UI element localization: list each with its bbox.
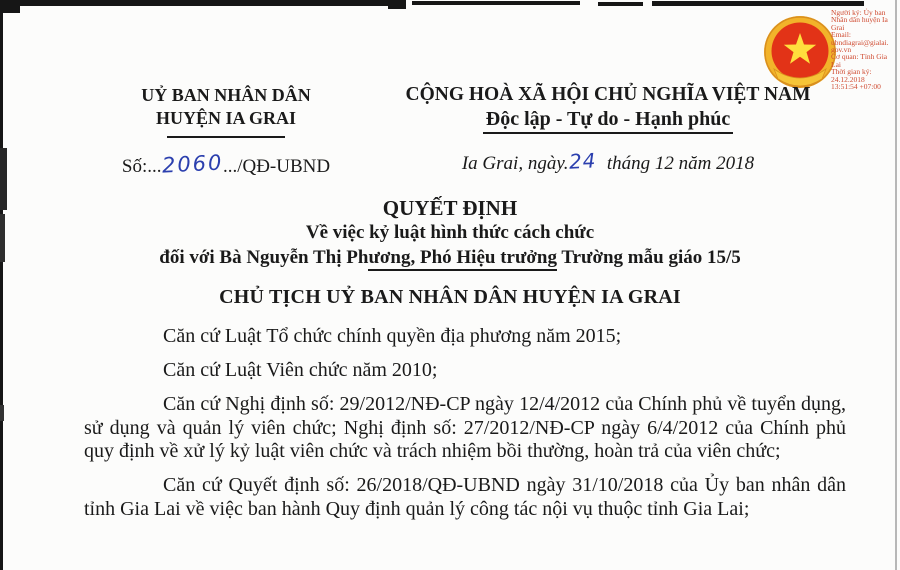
scan-artifact — [0, 0, 3, 570]
issuing-authority-heading: CHỦ TỊCH UỶ BAN NHÂN DÂN HUYỆN IA GRAI — [219, 286, 681, 308]
body-paragraph: Căn cứ Luật Viên chức năm 2010; — [163, 359, 438, 381]
place-date-suffix: tháng 12 năm 2018 — [606, 153, 755, 174]
scan-artifact — [388, 0, 406, 9]
body-paragraph: Căn cứ Quyết định số: 26/2018/QĐ-UBND ngày 31/10/2018 của Ủy ban nhân dân tỉnh Gia Lai về việc ban hành Quy định quản lý công tác nội vụ thuộc tỉnh Gia Lai; — [84, 474, 846, 520]
handwritten-day: 24 — [568, 148, 598, 174]
document-number-suffix: /QĐ-UBND — [237, 156, 331, 177]
document-subject-line1: Về việc kỷ luật hình thức cách chức — [305, 222, 595, 243]
signature-stamp-line: Nhân dân huyện Ia — [831, 15, 888, 25]
signature-stamp-line: 13:51:54 +07:00 — [831, 82, 881, 92]
signature-stamp-line: ubndiagrai@gialai. — [831, 37, 889, 47]
signature-stamp-line: Grai — [831, 22, 845, 32]
subject-line2-pre: đối với Bà Nguyễn Thị Ph — [159, 247, 369, 268]
scan-artifact — [598, 2, 643, 6]
document-type-title: QUYẾT ĐỊNH — [382, 196, 518, 220]
signature-stamp-line: Lai — [831, 59, 841, 69]
signature-stamp-line: 24.12.2018 — [831, 74, 865, 84]
issuing-agency-name: UỶ BAN NHÂN DÂN — [141, 85, 311, 105]
scan-artifact — [0, 405, 4, 421]
signature-stamp-line: Email: — [831, 30, 851, 40]
document-number-line — [70, 150, 382, 178]
dotted-fill: ... — [147, 156, 162, 177]
document-body — [84, 325, 846, 532]
place-date-line — [392, 150, 824, 175]
issuing-agency-block — [70, 84, 382, 178]
document-title-block — [0, 196, 900, 270]
dotted-fill: ... — [222, 156, 238, 177]
national-motto-line: Độc lập - Tự do - Hạnh phúc — [483, 108, 733, 134]
document-number-label: Số: — [121, 156, 148, 177]
signature-stamp-line: Thời gian ký: — [831, 67, 872, 77]
subject-line2-underlined: ương, Phó Hiệu trưởng — [368, 247, 556, 271]
scan-artifact — [412, 1, 580, 5]
signature-stamp-line: Cơ quan: Tỉnh Gia — [831, 52, 888, 62]
body-paragraph: Căn cứ Nghị định số: 29/2012/NĐ-CP ngày 12/4/2012 của Chính phủ về tuyển dụng, sử dụng và quản lý viên chức; Nghị định số: 27/2012/NĐ-CP ngày 6/4/2012 của Chính phủ quy định về xử lý kỷ luật viên chức và trách nhiệm bồi thường, hoàn trả của viên chức; — [84, 393, 846, 462]
header-divider-rule — [167, 136, 285, 138]
national-name-line: CỘNG HOÀ XÃ HỘI CHỦ NGHĨA VIỆT NAM — [405, 84, 811, 105]
handwritten-document-number: 2060 — [160, 150, 224, 178]
subject-line2-post: Trường mẫu giáo 15/5 — [556, 247, 741, 268]
place-date-prefix: Ia Grai, ngày. — [461, 153, 569, 174]
body-paragraph: Căn cứ Luật Tổ chức chính quyền địa phương năm 2015; — [163, 325, 622, 347]
scan-artifact — [652, 1, 864, 6]
digital-signature-stamp — [831, 9, 897, 90]
issuing-agency-district: HUYỆN IA GRAI — [155, 108, 297, 128]
signature-stamp-line: gov.vn — [831, 45, 852, 55]
national-header-block — [392, 84, 824, 175]
signature-stamp-line: Người ký: Ủy ban — [831, 8, 886, 17]
scan-artifact — [0, 0, 390, 6]
document-subject-line2 — [0, 246, 900, 270]
